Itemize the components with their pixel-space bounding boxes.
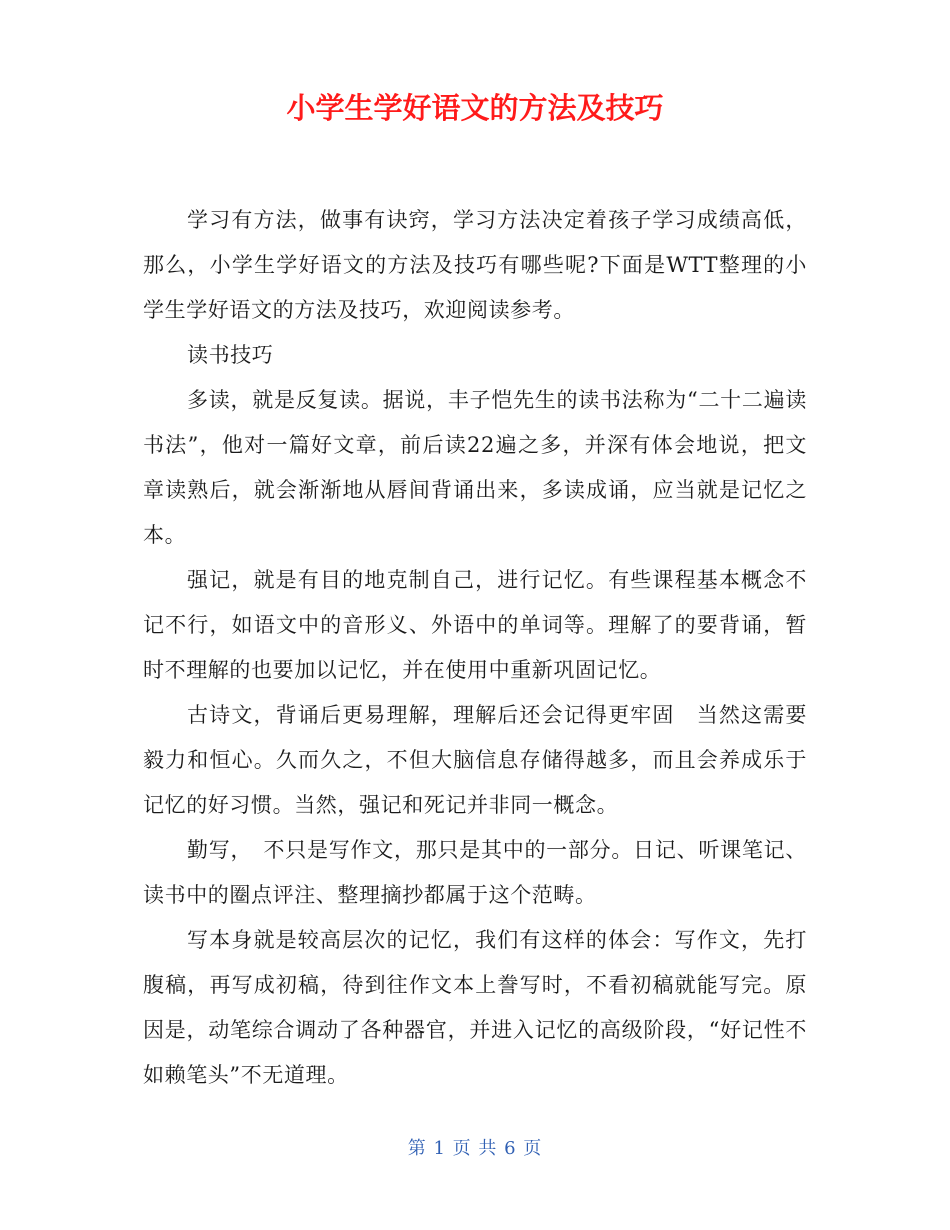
paragraph-write-more: 勤写， 不只是写作文，那只是其中的一部分。日记、听课笔记、读书中的圈点评注、整理摘抄都属于这个范畴。 bbox=[143, 838, 807, 907]
page-number-footer: 第 1 页 共 6 页 bbox=[407, 1138, 543, 1159]
paragraph-intro: 学习有方法，做事有诀窍，学习方法决定着孩子学习成绩高低，那么，小学生学好语文的方法及技巧有哪些呢?下面是WTT整理的小学生学好语文的方法及技巧，欢迎阅读参考。 bbox=[143, 208, 807, 322]
paragraph-memorize: 强记，就是有目的地克制自己，进行记忆。有些课程基本概念不记不行，如语文中的音形义、外语中的单词等。理解了的要背诵，暂时不理解的也要加以记忆，并在使用中重新巩固记忆。 bbox=[143, 568, 807, 682]
section-heading-reading-tips: 读书技巧 bbox=[187, 343, 274, 367]
paragraph-read-more: 多读，就是反复读。据说，丰子恺先生的读书法称为“二十二遍读书法”，他对一篇好文章，前后读22遍之多，并深有体会地说，把文章读熟后，就会渐渐地从唇间背诵出来，多读成诵，应当就是记忆之本。 bbox=[143, 388, 807, 547]
paragraph-classical-poetry: 古诗文，背诵后更易理解，理解后还会记得更牢固 当然这需要毅力和恒心。久而久之，不但大脑信息存储得越多，而且会养成乐于记忆的好习惯。当然，强记和死记并非同一概念。 bbox=[143, 703, 807, 817]
document-title: 小学生学好语文的方法及技巧 bbox=[286, 91, 664, 125]
document-body bbox=[143, 198, 807, 1098]
paragraph-writing-memory: 写本身就是较高层次的记忆，我们有这样的体会：写作文，先打腹稿，再写成初稿，待到往作文本上誊写时，不看初稿就能写完。原因是，动笔综合调动了各种器官，并进入记忆的高级阶段，“好记性不如赖笔头”不无道理。 bbox=[143, 928, 807, 1087]
